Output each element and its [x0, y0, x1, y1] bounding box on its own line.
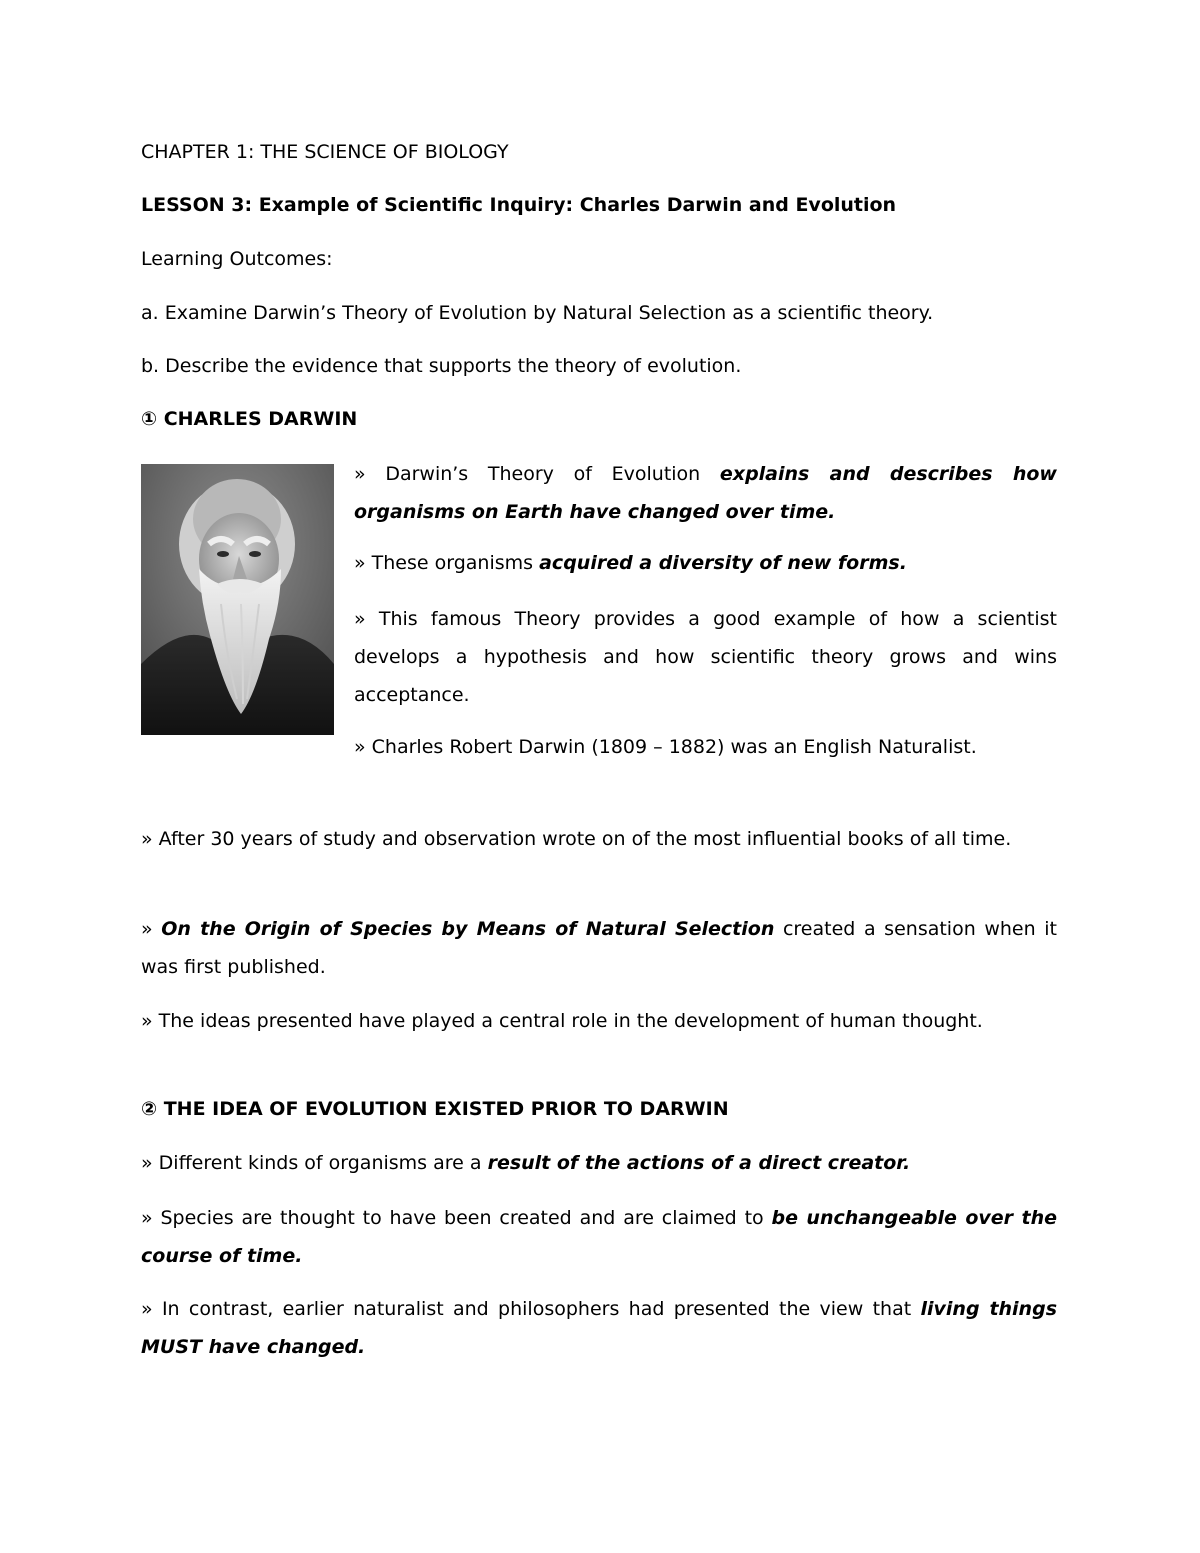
- origin-prefix: »: [141, 918, 162, 940]
- section-heading-charles-darwin: ① CHARLES DARWIN: [141, 408, 358, 430]
- ideas-presented-paragraph: » The ideas presented have played a central role in the development of human thought.: [141, 1010, 983, 1032]
- species-text: » Species are thought to have been created and are claimed to: [141, 1207, 772, 1229]
- famous-theory-paragraph: » This famous Theory provides a good example of how a scientist develops a hypothesis and how scientific theory grows and wins acceptance.: [354, 608, 1057, 706]
- darwin-theory-emphasis: explains and describes how organisms on Earth have changed over time.: [354, 463, 1057, 523]
- darwin-theory-text: » Darwin’s Theory of Evolution: [354, 463, 720, 485]
- different-kinds-text: » Different kinds of organisms are a: [141, 1152, 488, 1174]
- organisms-paragraph: [354, 552, 907, 574]
- species-emphasis: be unchangeable over the course of time.: [141, 1207, 1057, 1267]
- darwin-naturalist-paragraph: » Charles Robert Darwin (1809 – 1882) was an English Naturalist.: [354, 736, 977, 758]
- section-heading-idea-of-evolution: ② THE IDEA OF EVOLUTION EXISTED PRIOR TO DARWIN: [141, 1098, 729, 1120]
- outcomes-label: Learning Outcomes:: [141, 248, 333, 270]
- organisms-text: » These organisms: [354, 552, 540, 574]
- outcome-b: b. Describe the evidence that supports the theory of evolution.: [141, 355, 742, 377]
- darwin-theory-paragraph: [354, 455, 1057, 531]
- different-kinds-emphasis: result of the actions of a direct creator.: [487, 1152, 911, 1174]
- different-kinds-paragraph: [141, 1152, 910, 1174]
- after-30-years-paragraph: » After 30 years of study and observation wrote on of the most influential books of all time.: [141, 828, 1012, 850]
- outcome-a: a. Examine Darwin’s Theory of Evolution by Natural Selection as a scientific theory.: [141, 302, 934, 324]
- species-paragraph: [141, 1199, 1057, 1275]
- origin-book-title: On the Origin of Species by Means of Natural Selection: [161, 918, 775, 940]
- in-contrast-paragraph: [141, 1290, 1057, 1366]
- chapter-title: CHAPTER 1: THE SCIENCE OF BIOLOGY: [141, 141, 509, 163]
- organisms-emphasis: acquired a diversity of new forms.: [539, 552, 907, 574]
- lesson-title: LESSON 3: Example of Scientific Inquiry: Charles Darwin and Evolution: [141, 194, 897, 216]
- in-contrast-emphasis: living things MUST have changed.: [141, 1298, 1057, 1358]
- darwin-portrait-image: [141, 464, 334, 735]
- origin-rest: created a sensation when it was first published.: [141, 918, 1057, 978]
- in-contrast-text: » In contrast, earlier naturalist and philosophers had presented the view that: [141, 1298, 921, 1320]
- origin-of-species-paragraph: [141, 910, 1057, 986]
